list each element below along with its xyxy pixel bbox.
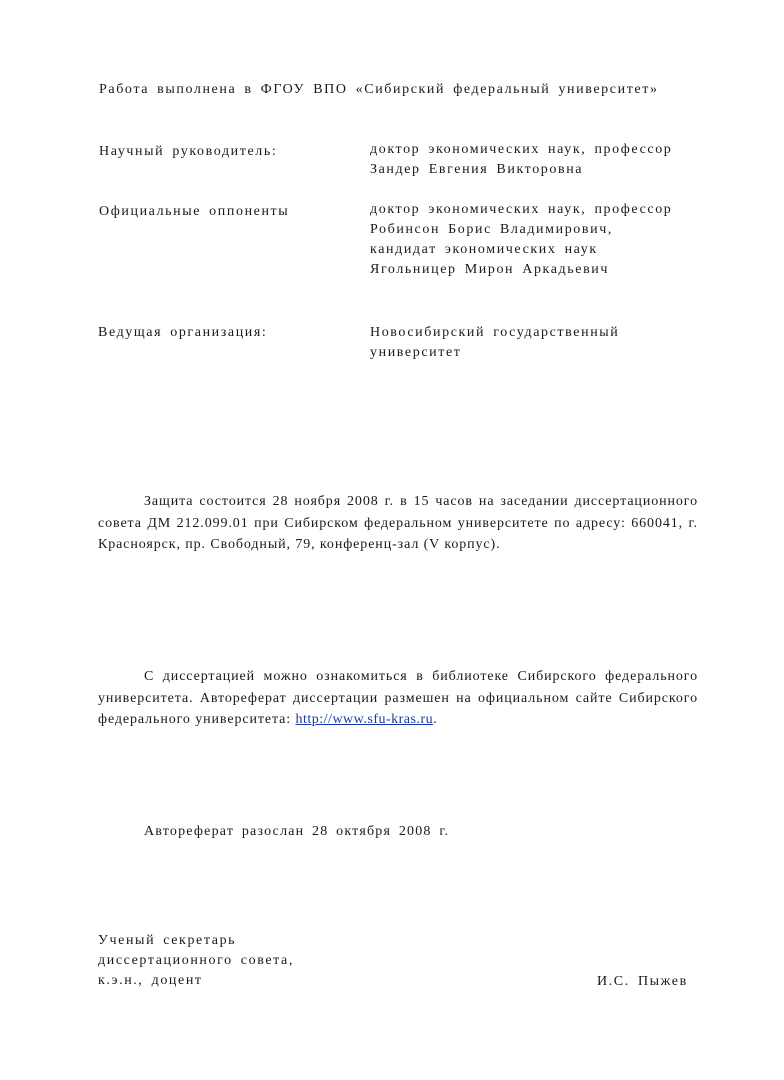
secretary-council: диссертационного совета, — [98, 953, 294, 968]
opponents-label: Официальные оппоненты — [99, 204, 290, 219]
library-end: . — [433, 712, 438, 727]
defense-paragraph — [98, 491, 698, 556]
supervisor-name: Зандер Евгения Викторовна — [370, 162, 584, 177]
opponent-2-name: Ягольницер Мирон Аркадьевич — [370, 262, 610, 277]
header-line: Работа выполнена в ФГОУ ВПО «Сибирский федеральный университет» — [99, 82, 659, 97]
secretary-title: Ученый секретарь — [98, 933, 237, 948]
leading-org-line-2: университет — [370, 345, 462, 360]
leading-org-line-1: Новосибирский государственный — [370, 325, 620, 340]
secretary-name: И.С. Пыжев — [597, 974, 688, 989]
dispatch-line: Автореферат разослан 28 октября 2008 г. — [144, 824, 450, 839]
secretary-degree: к.э.н., доцент — [98, 973, 203, 988]
defense-text: Защита состоится 28 ноября 2008 г. в 15 часов на заседании диссертационного совета ДМ 212.099.01 при Сибирском федеральном университете по адресу: 660041, г. Красноярск, пр. Свободный, 79, конференц-зал (V корпус). — [98, 494, 698, 552]
supervisor-label: Научный руководитель: — [99, 144, 278, 159]
leading-org-label: Ведущая организация: — [98, 325, 268, 340]
opponent-2-degree: кандидат экономических наук — [370, 242, 598, 257]
university-website-link[interactable]: http://www.sfu-kras.ru — [295, 712, 434, 727]
opponent-1-name: Робинсон Борис Владимирович, — [370, 222, 613, 237]
library-text: С диссертацией можно ознакомиться в библиотеке Сибирского федерального университета. Автореферат диссертации размешен на официальном сайте Сибирского федерального университета: — [98, 669, 698, 727]
opponent-1-degree: доктор экономических наук, профессор — [370, 202, 673, 217]
library-paragraph — [98, 666, 698, 731]
opponents-details — [370, 200, 672, 280]
leading-org-details — [370, 323, 619, 363]
supervisor-degree: доктор экономических наук, профессор — [370, 142, 673, 157]
supervisor-details — [370, 140, 672, 180]
secretary-block — [98, 931, 294, 991]
